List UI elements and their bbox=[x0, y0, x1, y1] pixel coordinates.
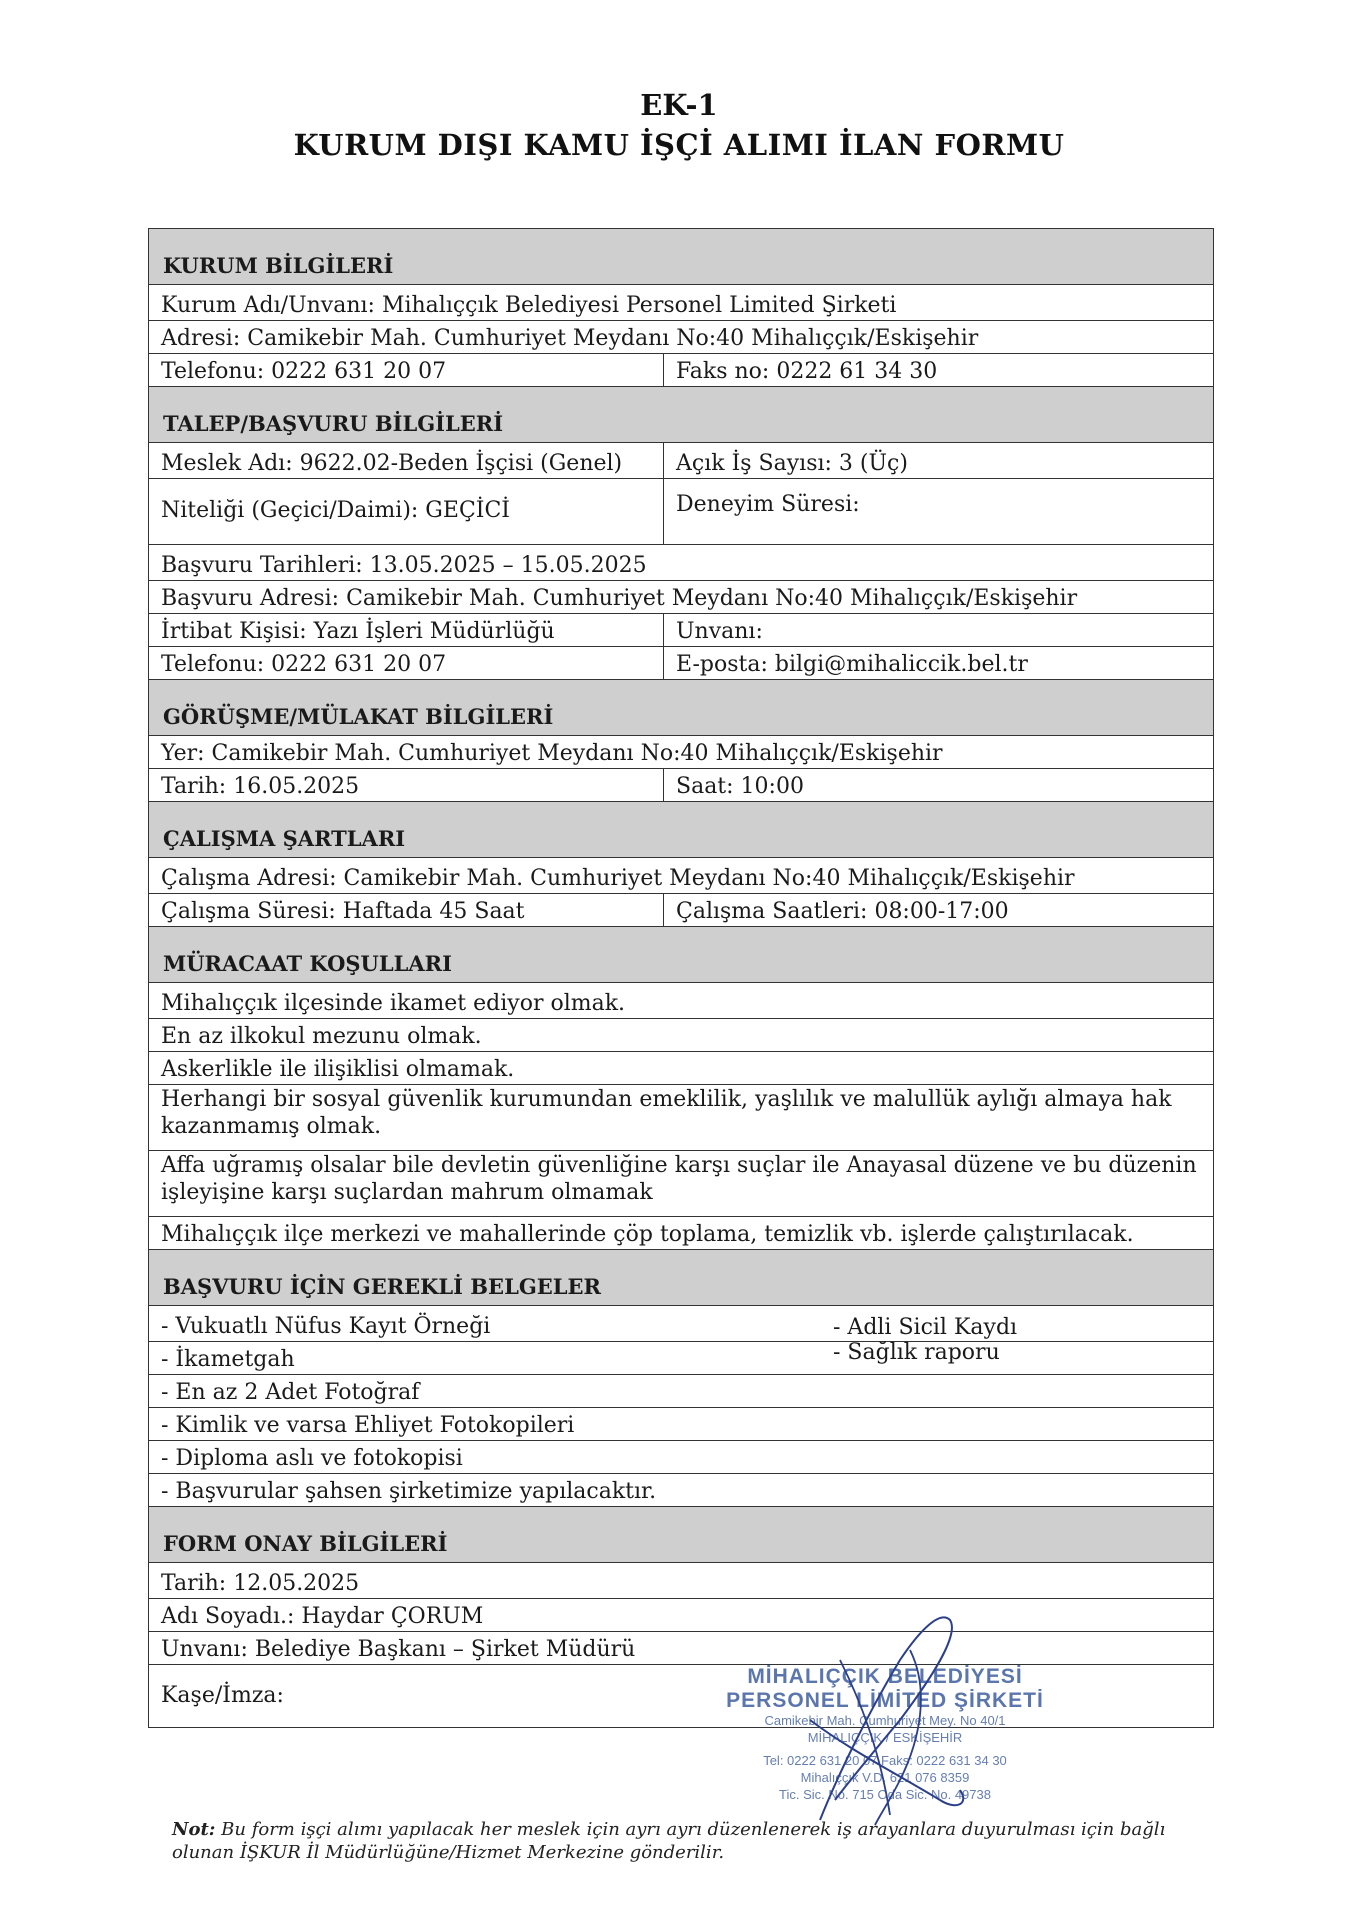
section-calisma-heading: ÇALIŞMA ŞARTLARI bbox=[149, 802, 1213, 858]
kurum-adi-row bbox=[149, 285, 1213, 321]
talep-meslek: Meslek Adı: 9622.02-Beden İşçisi (Genel) bbox=[149, 443, 664, 478]
belge-item bbox=[149, 1342, 1213, 1375]
muracaat-item-text: Mihalıççık ilçesinde ikamet ediyor olmak. bbox=[161, 991, 626, 1016]
stamp-line7: Tic. Sic. No. 715 Oda Sic. No. 49738 bbox=[779, 1786, 991, 1802]
stamp-line5: Tel: 0222 631 20 07 Faks: 0222 631 34 30 bbox=[763, 1752, 1007, 1768]
belge-item bbox=[149, 1474, 1213, 1507]
section-gorusme-heading: GÖRÜŞME/MÜLAKAT BİLGİLERİ bbox=[149, 680, 1213, 736]
note-text: Bu form işçi alımı yapılacak her meslek için ayrı ayrı düzenlenerek iş arayanlara duyurulması için bağlı olunan İŞKUR İl Müdürlüğüne/Hizmet Merkezine gönderilir. bbox=[172, 1819, 1166, 1864]
footer-note bbox=[172, 1818, 1222, 1865]
talep-adres-row bbox=[149, 581, 1213, 614]
section-kurum-heading: KURUM BİLGİLERİ bbox=[149, 229, 1213, 285]
talep-unvani: Unvanı: bbox=[676, 619, 763, 644]
onay-tarih-row bbox=[149, 1563, 1213, 1599]
calisma-sure-row bbox=[149, 894, 1213, 927]
belge-item-right: - Adli Sicil Kaydı bbox=[833, 1315, 1018, 1340]
muracaat-item bbox=[149, 983, 1213, 1019]
stamp-line2: PERSONEL LİMİTED ŞİRKETİ bbox=[726, 1689, 1044, 1712]
onay-unvani-row bbox=[149, 1632, 1213, 1665]
muracaat-item bbox=[149, 1019, 1213, 1052]
talep-telefon: Telefonu: 0222 631 20 07 bbox=[149, 647, 664, 679]
belge-item bbox=[149, 1441, 1213, 1474]
handwritten-signature bbox=[780, 1600, 980, 1830]
note-label: Not: bbox=[172, 1819, 216, 1840]
kurum-iletisim-row bbox=[149, 354, 1213, 387]
belge-item-text: - Diploma aslı ve fotokopisi bbox=[161, 1446, 463, 1471]
section-onay-heading: FORM ONAY BİLGİLERİ bbox=[149, 1507, 1213, 1563]
kurum-adres: Adresi: Camikebir Mah. Cumhuriyet Meydanı No:40 Mihalıççık/Eskişehir bbox=[161, 326, 979, 351]
form-code: EK-1 bbox=[640, 88, 718, 122]
belge-item-text: - Vukuatlı Nüfus Kayıt Örneği bbox=[161, 1314, 491, 1339]
talep-adres: Başvuru Adresi: Camikebir Mah. Cumhuriyet Meydanı No:40 Mihalıççık/Eskişehir bbox=[161, 586, 1078, 611]
belge-item-text: - En az 2 Adet Fotoğraf bbox=[161, 1380, 420, 1405]
stamp-line3: Camikebir Mah. Cumhuriyet Mey. No 40/1 bbox=[764, 1713, 1006, 1728]
muracaat-item bbox=[149, 1085, 1213, 1151]
kurum-adi: Kurum Adı/Unvanı: Mihalıççık Belediyesi Personel Limited Şirketi bbox=[161, 293, 897, 318]
gorusme-saat: Saat: 10:00 bbox=[676, 774, 804, 799]
belge-item-text: - Kimlik ve varsa Ehliyet Fotokopileri bbox=[161, 1413, 575, 1438]
belge-item-text: - İkametgah bbox=[161, 1347, 295, 1372]
stamp-line4: MİHALIÇÇIK / ESKİŞEHİR bbox=[807, 1729, 963, 1745]
muracaat-item bbox=[149, 1217, 1213, 1250]
gorusme-yer: Yer: Camikebir Mah. Cumhuriyet Meydanı No:40 Mihalıççık/Eskişehir bbox=[161, 741, 943, 766]
onay-adi: Adı Soyadı.: Haydar ÇORUM bbox=[161, 1604, 484, 1629]
announcement-form bbox=[148, 228, 1214, 1728]
muracaat-item-text: En az ilkokul mezunu olmak. bbox=[161, 1024, 482, 1049]
form-title: KURUM DIŞI KAMU İŞÇİ ALIMI İLAN FORMU bbox=[293, 128, 1065, 162]
section-belgeler-heading: BAŞVURU İÇİN GEREKLİ BELGELER bbox=[149, 1250, 1213, 1306]
muracaat-item-text: Affa uğramış olsalar bile devletin güvenliğine karşı suçlar ile Anayasal düzene ve bu düzenin işleyişine karşı suçlardan mahrum olmamak bbox=[161, 1153, 1197, 1205]
belge-item bbox=[149, 1306, 1213, 1342]
talep-nitelik: Niteliği (Geçici/Daimi): GEÇİCİ bbox=[149, 479, 664, 544]
talep-nitelik-row bbox=[149, 479, 1213, 545]
talep-iletisim-row bbox=[149, 647, 1213, 680]
calisma-saatler: Çalışma Saatleri: 08:00-17:00 bbox=[676, 899, 1009, 924]
kurum-adres-row bbox=[149, 321, 1213, 354]
talep-acik-is: Açık İş Sayısı: 3 (Üç) bbox=[676, 451, 908, 476]
talep-irtibat: İrtibat Kişisi: Yazı İşleri Müdürlüğü bbox=[149, 614, 664, 646]
muracaat-item-text: Mihalıççık ilçe merkezi ve mahallerinde çöp toplama, temizlik vb. işlerde çalıştırılacak. bbox=[161, 1222, 1134, 1247]
talep-irtibat-row bbox=[149, 614, 1213, 647]
belge-item-right: - Sağlık raporu bbox=[833, 1340, 1000, 1365]
onay-kase: Kaşe/İmza: bbox=[161, 1682, 284, 1708]
section-talep-heading: TALEP/BAŞVURU BİLGİLERİ bbox=[149, 387, 1213, 443]
onay-adi-row bbox=[149, 1599, 1213, 1632]
calisma-adres-row bbox=[149, 858, 1213, 894]
muracaat-item bbox=[149, 1151, 1213, 1217]
gorusme-yer-row bbox=[149, 736, 1213, 769]
talep-tarihler: Başvuru Tarihleri: 13.05.2025 – 15.05.2025 bbox=[161, 553, 647, 578]
kurum-faks: Faks no: 0222 61 34 30 bbox=[676, 359, 938, 384]
talep-deneyim: Deneyim Süresi: bbox=[676, 492, 860, 517]
stamp-line6: Mihalıççık V.D. 621 076 8359 bbox=[800, 1769, 970, 1785]
calisma-sure: Çalışma Süresi: Haftada 45 Saat bbox=[149, 894, 664, 926]
stamp-line1: MİHALIÇÇIK BELEDİYESİ bbox=[747, 1665, 1023, 1688]
gorusme-zaman-row bbox=[149, 769, 1213, 802]
belge-item bbox=[149, 1375, 1213, 1408]
kurum-telefon: Telefonu: 0222 631 20 07 bbox=[149, 354, 664, 386]
section-muracaat-heading: MÜRACAAT KOŞULLARI bbox=[149, 927, 1213, 983]
onay-unvani: Unvanı: Belediye Başkanı – Şirket Müdürü bbox=[161, 1637, 636, 1662]
muracaat-item bbox=[149, 1052, 1213, 1085]
muracaat-item-text: Askerlikle ile ilişiklisi olmamak. bbox=[161, 1057, 515, 1082]
talep-meslek-row bbox=[149, 443, 1213, 479]
muracaat-item-text: Herhangi bir sosyal güvenlik kurumundan emeklilik, yaşlılık ve malullük aylığı almaya hak kazanmamış olmak. bbox=[161, 1087, 1172, 1139]
talep-tarihler-row bbox=[149, 545, 1213, 581]
gorusme-tarih: Tarih: 16.05.2025 bbox=[149, 769, 664, 801]
onay-tarih: Tarih: 12.05.2025 bbox=[161, 1571, 360, 1596]
belge-item-text: - Başvurular şahsen şirketimize yapılacaktır. bbox=[161, 1479, 657, 1504]
calisma-adres: Çalışma Adresi: Camikebir Mah. Cumhuriyet Meydanı No:40 Mihalıççık/Eskişehir bbox=[161, 866, 1075, 891]
belge-item bbox=[149, 1408, 1213, 1441]
talep-eposta: E-posta: bilgi@mihaliccik.bel.tr bbox=[676, 652, 1028, 677]
